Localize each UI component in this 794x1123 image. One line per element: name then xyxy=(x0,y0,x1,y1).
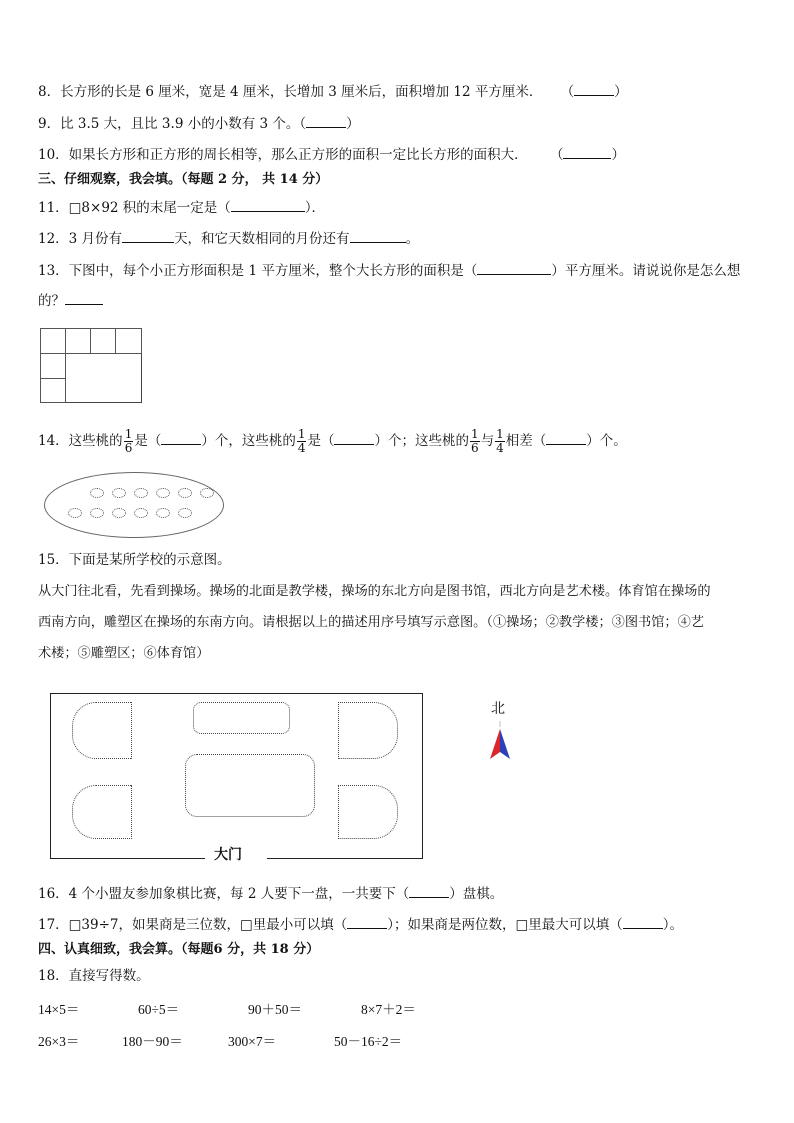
q8-paren-right: ） xyxy=(614,84,628,100)
frac-denominator: 6 xyxy=(124,441,133,455)
map-frame-top xyxy=(50,693,423,694)
q9-text: 9．比 3.5 大，且比 3.9 小的小数有 3 个。 xyxy=(38,116,300,132)
frac-numerator: 1 xyxy=(297,427,306,441)
q14-text-f: 与 xyxy=(480,433,495,449)
q8-text: 8．长方形的长是 6 厘米，宽是 4 厘米，长增加 3 厘米后，面积增加 12 平方厘米． xyxy=(38,84,543,100)
question-12 xyxy=(38,228,419,249)
gate-label: 大门 xyxy=(214,847,242,863)
map-slot-southeast[interactable] xyxy=(338,785,398,839)
map-slot-northwest[interactable] xyxy=(72,702,132,759)
calc-item: 180－90＝ xyxy=(122,1034,183,1049)
q12-text-a: 12．3 月份有 xyxy=(38,231,123,247)
q16-answer-blank[interactable] xyxy=(409,883,449,898)
q14-blank-2[interactable] xyxy=(334,430,374,445)
q10-answer-blank[interactable] xyxy=(563,144,611,159)
frac-denominator: 4 xyxy=(496,441,504,455)
peach-icon xyxy=(90,508,104,518)
fraction-one-quarter xyxy=(495,428,505,455)
q11-end: ）． xyxy=(304,200,326,216)
q12-blank-days[interactable] xyxy=(122,228,174,243)
q11-answer-blank[interactable] xyxy=(231,197,305,212)
question-11 xyxy=(38,197,325,218)
q12-text-b: 天，和它天数相同的月份还有 xyxy=(174,231,350,247)
north-arrow-right-half xyxy=(500,729,510,759)
north-arrow-left-half xyxy=(490,729,500,759)
q9-answer-blank[interactable] xyxy=(306,113,346,128)
peach-icon xyxy=(156,508,170,518)
map-frame-left xyxy=(50,693,51,859)
calc-item: 90＋50＝ xyxy=(248,1002,302,1017)
peach-icon xyxy=(134,508,148,518)
question-9 xyxy=(38,113,360,134)
frac-numerator: 1 xyxy=(124,427,133,441)
q17-blank-max[interactable] xyxy=(623,914,663,929)
q14-blank-3[interactable] xyxy=(546,430,586,445)
q13-text-b: ）平方厘米。请说说你是怎么想 xyxy=(551,263,741,279)
q15-desc-line-3: 术楼；⑤雕塑区；⑥体育馆） xyxy=(38,646,210,661)
section-4-heading: 四、认真细致，我会算。（每题6 分，共 18 分） xyxy=(38,942,320,957)
grid-unit-square xyxy=(90,328,116,354)
q14-text-b: 是（ xyxy=(134,433,162,449)
question-13-cont xyxy=(38,290,103,311)
q15-title: 15．下面是某所学校的示意图。 xyxy=(38,552,231,568)
q16-text-b: ）盘棋。 xyxy=(449,886,504,902)
grid-unit-square xyxy=(40,328,66,354)
q10-paren-right: ） xyxy=(611,147,625,163)
q18-title: 18．直接写得数。 xyxy=(38,968,150,984)
question-17 xyxy=(38,914,683,935)
calc-item: 26×3＝ xyxy=(38,1034,80,1049)
map-slot-northeast[interactable] xyxy=(338,702,398,759)
q8-answer-blank[interactable] xyxy=(574,81,614,96)
grid-unit-square xyxy=(40,353,66,379)
frac-denominator: 4 xyxy=(297,441,306,455)
peach-icon xyxy=(156,488,170,498)
section-3-heading: 三、仔细观察，我会填。（每题 2 分， 共 14 分） xyxy=(38,172,329,187)
q8-paren-left: （ xyxy=(560,84,575,100)
peach-icon xyxy=(178,488,192,498)
q13-answer-blank[interactable] xyxy=(477,260,551,275)
q14-text-e: ）个；这些桃的 xyxy=(374,433,469,449)
q14-text-c: ）个，这些桃的 xyxy=(201,433,296,449)
q9-paren-left: （ xyxy=(299,116,307,132)
frac-numerator: 1 xyxy=(470,427,479,441)
question-14 xyxy=(38,427,627,455)
q14-text-h: ）个。 xyxy=(586,433,627,449)
peach-icon xyxy=(112,508,126,518)
calc-item: 8×7＋2＝ xyxy=(361,1002,416,1017)
school-map xyxy=(50,693,423,863)
q13-reason-blank[interactable] xyxy=(65,290,103,305)
peach-icon xyxy=(112,488,126,498)
fraction-one-quarter xyxy=(297,428,307,455)
q14-text-g: 相差（ xyxy=(505,433,547,449)
map-frame-right xyxy=(422,693,423,859)
peach-icon xyxy=(68,508,82,518)
q14-text-a: 14．这些桃的 xyxy=(38,433,123,449)
map-slot-center[interactable] xyxy=(185,754,315,817)
q12-blank-months[interactable] xyxy=(350,228,406,243)
map-slot-north[interactable] xyxy=(193,702,290,734)
frac-numerator: 1 xyxy=(496,427,504,441)
peach-icon xyxy=(178,508,192,518)
calc-item: 50－16÷2＝ xyxy=(334,1034,403,1049)
fraction-one-sixth xyxy=(470,428,480,455)
q13-text-c: 的？ xyxy=(38,293,65,309)
calc-item: 14×5＝ xyxy=(38,1002,80,1017)
q17-text-b: ）；如果商是两位数，□里最大可以填（ xyxy=(387,917,623,933)
map-slot-southwest[interactable] xyxy=(72,785,132,839)
fraction-one-sixth xyxy=(124,428,134,455)
peach-icon xyxy=(134,488,148,498)
q16-text-a: 16．4 个小盟友参加象棋比赛，每 2 人要下一盘，一共要下（ xyxy=(38,886,410,902)
grid-unit-square xyxy=(115,328,142,354)
q17-blank-min[interactable] xyxy=(347,914,387,929)
q9-paren-right: ） xyxy=(346,116,360,132)
q12-text-c: 。 xyxy=(405,231,420,247)
q17-text-a: 17．□39÷7，如果商是三位数，□里最小可以填（ xyxy=(38,917,348,933)
question-13 xyxy=(38,260,740,281)
area-grid-figure xyxy=(40,328,142,403)
grid-unit-square xyxy=(40,378,66,403)
q15-desc-line-2: 西南方向，雕塑区在操场的东南方向。请根据以上的描述用序号填写示意图。（①操场；②教学楼；③图书馆；④艺 xyxy=(38,615,704,630)
q17-text-c: ）。 xyxy=(662,917,684,933)
question-16 xyxy=(38,883,503,904)
question-10 xyxy=(38,144,625,165)
q15-desc-line-1: 从大门往北看，先看到操场。操场的北面是教学楼，操场的东北方向是图书馆，西北方向是艺术楼。体育馆在操场的 xyxy=(38,584,711,599)
map-frame-bottom-right xyxy=(267,858,423,859)
peach-plate xyxy=(44,472,222,536)
peach-icon xyxy=(200,488,214,498)
frac-denominator: 6 xyxy=(470,441,479,455)
grid-unit-square xyxy=(65,328,91,354)
north-arrow-icon xyxy=(488,719,512,761)
plate-oval xyxy=(44,472,224,538)
q10-text: 10．如果长方形和正方形的周长相等，那么正方形的面积一定比长方形的面积大． xyxy=(38,147,528,163)
calc-item: 60÷5＝ xyxy=(138,1002,180,1017)
north-label: 北 xyxy=(491,701,505,717)
peach-icon xyxy=(90,488,104,498)
calc-item: 300×7＝ xyxy=(228,1034,277,1049)
q14-text-d: 是（ xyxy=(307,433,335,449)
map-frame-bottom-left xyxy=(50,858,205,859)
question-8 xyxy=(38,81,628,102)
q14-blank-1[interactable] xyxy=(161,430,201,445)
q13-text-a: 13．下图中，每个小正方形面积是 1 平方厘米，整个大长方形的面积是（ xyxy=(38,263,478,279)
q11-text: 11．□8×92 积的末尾一定是（ xyxy=(38,200,231,216)
q10-paren-left: （ xyxy=(549,147,564,163)
